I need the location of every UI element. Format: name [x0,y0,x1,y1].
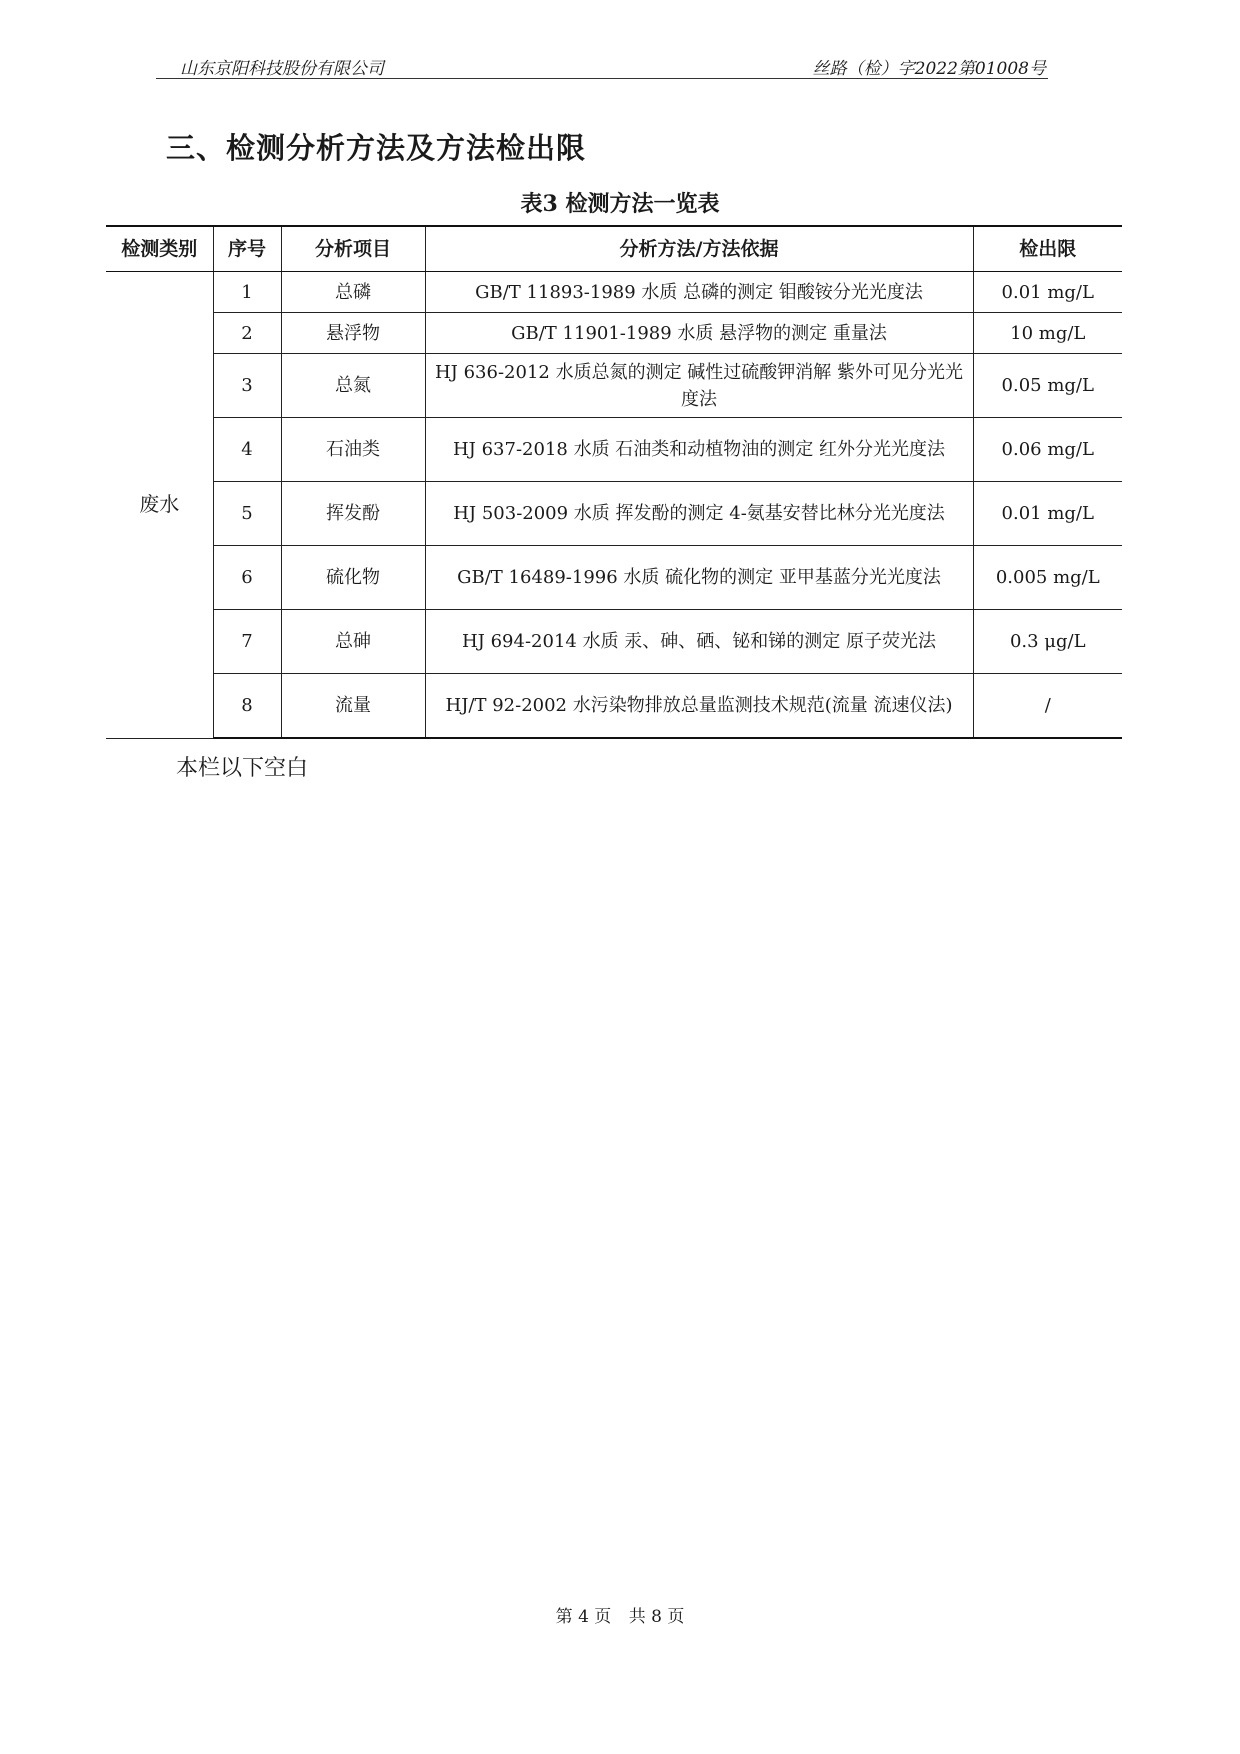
row-number: 8 [213,674,281,739]
row-item: 总氮 [281,354,425,418]
row-number: 7 [213,610,281,674]
column-header-number: 序号 [213,226,281,272]
table-row [106,354,1122,418]
column-header-category: 检测类别 [106,226,213,272]
table-row [106,272,1122,313]
row-number: 6 [213,546,281,610]
column-header-item: 分析项目 [281,226,425,272]
table-row [106,674,1122,739]
section-title: 三、检测分析方法及方法检出限 [166,131,587,165]
row-limit: 0.06 mg/L [973,418,1122,482]
header-divider [156,78,1048,79]
row-item: 总砷 [281,610,425,674]
row-method: HJ 637-2018 水质 石油类和动植物油的测定 红外分光光度法 [425,418,973,482]
table-caption: 表3 检测方法一览表 [520,191,720,217]
row-limit: 0.005 mg/L [973,546,1122,610]
page-number: 第 4 页 [555,1607,612,1627]
row-number: 5 [213,482,281,546]
header-company: 山东京阳科技股份有限公司 [180,59,384,79]
row-method: HJ 694-2014 水质 汞、砷、硒、铋和锑的测定 原子荧光法 [425,610,973,674]
column-header-method: 分析方法/方法依据 [425,226,973,272]
row-limit: 10 mg/L [973,313,1122,354]
row-method: GB/T 11893-1989 水质 总磷的测定 钼酸铵分光光度法 [425,272,973,313]
row-limit: 0.01 mg/L [973,482,1122,546]
blank-below-note: 本栏以下空白 [176,756,309,781]
table-row [106,482,1122,546]
row-item: 硫化物 [281,546,425,610]
row-item: 总磷 [281,272,425,313]
row-limit: 0.05 mg/L [973,354,1122,418]
row-item: 石油类 [281,418,425,482]
row-method: GB/T 11901-1989 水质 悬浮物的测定 重量法 [425,313,973,354]
row-method: HJ 503-2009 水质 挥发酚的测定 4-氨基安替比林分光光度法 [425,482,973,546]
row-number: 2 [213,313,281,354]
row-limit: / [973,674,1122,739]
methods-table [106,225,1122,739]
row-method: GB/T 16489-1996 水质 硫化物的测定 亚甲基蓝分光光度法 [425,546,973,610]
row-item: 流量 [281,674,425,739]
row-limit: 0.3 μg/L [973,610,1122,674]
row-item: 悬浮物 [281,313,425,354]
table-row [106,610,1122,674]
table-header-row [106,226,1122,272]
category-cell: 废水 [106,272,213,739]
page-total: 共 8 页 [628,1607,685,1627]
table-row [106,313,1122,354]
page-footer [0,1602,1240,1627]
row-method: HJ 636-2012 水质总氮的测定 碱性过硫酸钾消解 紫外可见分光光度法 [425,354,973,418]
table-row [106,546,1122,610]
row-item: 挥发酚 [281,482,425,546]
column-header-limit: 检出限 [973,226,1122,272]
header-report-number: 丝路（检）字2022第01008号 [812,59,1046,79]
row-number: 1 [213,272,281,313]
row-number: 3 [213,354,281,418]
row-limit: 0.01 mg/L [973,272,1122,313]
row-method: HJ/T 92-2002 水污染物排放总量监测技术规范(流量 流速仪法) [425,674,973,739]
table-row [106,418,1122,482]
row-number: 4 [213,418,281,482]
